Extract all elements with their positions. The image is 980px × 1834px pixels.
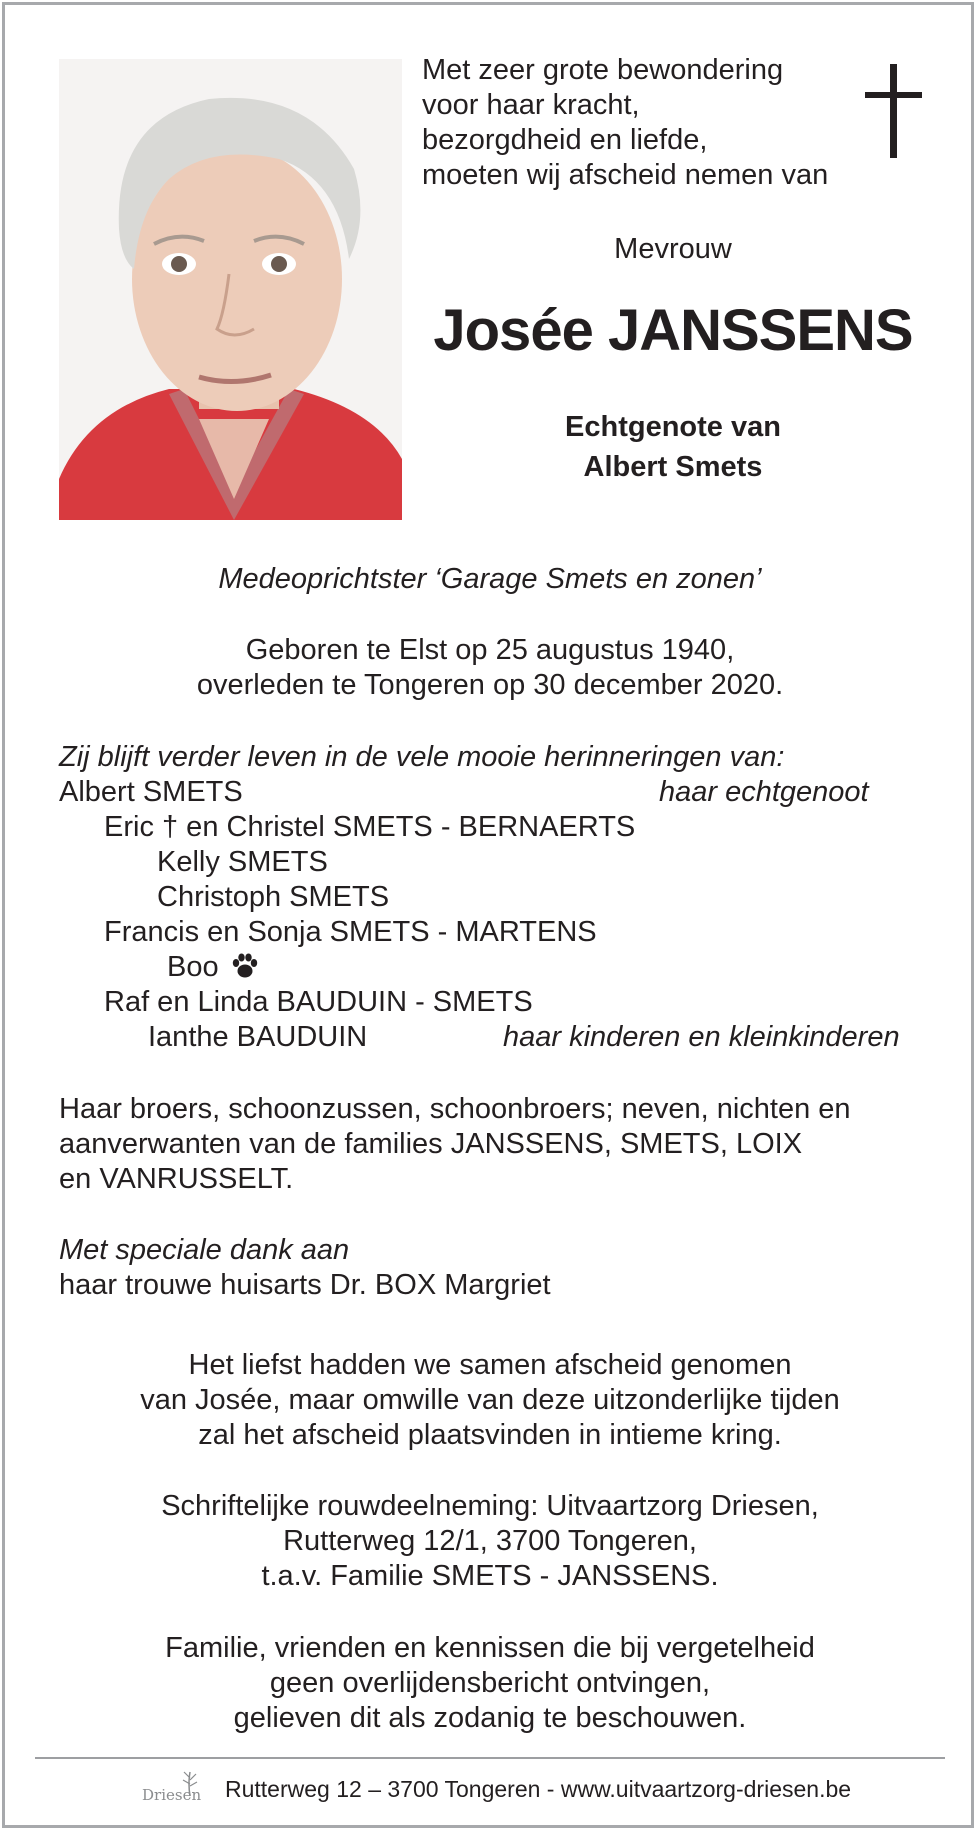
- notice-line-2: geen overlijdensbericht ontvingen,: [269, 1667, 711, 1699]
- notice-line-1: Familie, vrienden en kennissen die bij vergetelheid: [165, 1632, 815, 1664]
- farewell-line-2: van Josée, maar omwille van deze uitzonderlijke tijden: [140, 1384, 840, 1416]
- pet-name: Boo: [167, 951, 219, 983]
- spouse-line-2: Albert Smets: [583, 451, 763, 483]
- family-intro: Zij blijft verder leven in de vele mooie herinneringen van:: [59, 741, 785, 773]
- farewell-line-1: Het liefst hadden we samen afscheid genomen: [188, 1349, 792, 1381]
- portrait-photo: [59, 59, 402, 520]
- notice-line-3: gelieven dit als zodanig te beschouwen.: [233, 1702, 747, 1734]
- paw-icon: [231, 953, 259, 979]
- family-member-pet: [167, 950, 259, 985]
- relatives-line-1: Haar broers, schoonzussen, schoonbroers; neven, nichten en: [59, 1093, 851, 1125]
- intro-line-3: bezorgdheid en liefde,: [422, 124, 708, 156]
- birth-line: Geboren te Elst op 25 augustus 1940,: [245, 634, 735, 666]
- intro-line-2: voor haar kracht,: [422, 89, 640, 121]
- title-mevrouw: Mevrouw: [614, 233, 732, 265]
- spouse-line-1: Echtgenote van: [565, 411, 781, 443]
- deceased-name: Josée JANSSENS: [433, 298, 913, 363]
- family-member: Eric † en Christel SMETS - BERNAERTS: [104, 811, 636, 843]
- condolences-line-3: t.a.v. Familie SMETS - JANSSENS.: [261, 1560, 719, 1592]
- family-member: Francis en Sonja SMETS - MARTENS: [104, 916, 597, 948]
- intro-line-4: moeten wij afscheid nemen van: [422, 159, 829, 191]
- cofounder-note: Medeoprichtster ‘Garage Smets en zonen’: [218, 563, 762, 595]
- family-husband: Albert SMETS: [59, 776, 243, 808]
- family-member: Kelly SMETS: [157, 846, 328, 878]
- footer-contact: Rutterweg 12 – 3700 Tongeren - www.uitvaartzorg-driesen.be: [225, 1776, 852, 1802]
- condolences-line-1: Schriftelijke rouwdeelneming: Uitvaartzorg Driesen,: [161, 1490, 819, 1522]
- driesen-logo: [140, 1766, 214, 1812]
- footer-divider: [35, 1757, 945, 1759]
- death-line: overleden te Tongeren op 30 december 2020.: [196, 669, 784, 701]
- relatives-line-3: en VANRUSSELT.: [59, 1163, 294, 1195]
- intro-line-1: Met zeer grote bewondering: [422, 54, 784, 86]
- svg-text:Driesen: Driesen: [142, 1786, 202, 1804]
- thanks-line-1: Met speciale dank aan: [59, 1234, 350, 1266]
- family-member: Raf en Linda BAUDUIN - SMETS: [104, 986, 533, 1018]
- condolences-line-2: Rutterweg 12/1, 3700 Tongeren,: [283, 1525, 697, 1557]
- family-husband-role: haar echtgenoot: [659, 776, 869, 808]
- thanks-line-2: haar trouwe huisarts Dr. BOX Margriet: [59, 1269, 551, 1301]
- farewell-line-3: zal het afscheid plaatsvinden in intieme kring.: [198, 1419, 782, 1451]
- family-member: Christoph SMETS: [157, 881, 390, 913]
- family-member: Ianthe BAUDUIN: [148, 1021, 368, 1053]
- family-children-role: haar kinderen en kleinkinderen: [503, 1021, 900, 1053]
- relatives-line-2: aanverwanten van de families JANSSENS, SMETS, LOIX: [59, 1128, 803, 1160]
